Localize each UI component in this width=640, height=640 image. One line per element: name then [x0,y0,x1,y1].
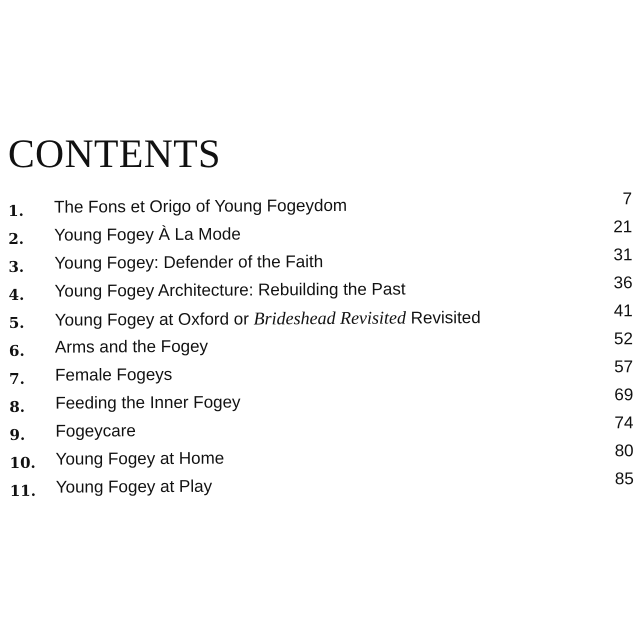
chapter-number: 7. [9,369,25,388]
chapter-number: 11. [9,481,36,500]
chapter-number: 5. [8,313,25,332]
toc-entry [0,244,640,276]
page-number: 36 [613,273,633,293]
chapter-number: 10. [9,453,36,472]
page-number: 57 [614,357,634,377]
toc-entry [1,272,640,304]
page-number: 69 [614,385,634,405]
chapter-title: Young Fogey at Oxford or Brideshead Revisited Revisited [54,307,481,330]
page-number: 85 [614,469,634,489]
chapter-number: 4. [8,285,25,304]
toc-entry [1,356,640,388]
toc-entry [0,216,640,248]
chapter-title: Arms and the Fogey [54,336,209,357]
chapter-title: Young Fogey Architecture: Rebuilding the Past [54,279,406,301]
table-of-contents [0,188,640,512]
chapter-title: Young Fogey: Defender of the Faith [54,252,324,273]
chapter-title: The Fons et Origo of Young Fogeydom [54,195,348,217]
page-title: CONTENTS [8,131,221,176]
toc-entry [1,300,640,332]
toc-entry [1,384,640,416]
chapter-title: Female Fogeys [55,364,173,385]
page-number: 80 [614,441,634,461]
page-number: 31 [613,245,633,265]
chapter-number: 9. [9,425,26,444]
chapter-number: 3. [8,257,25,276]
toc-entry [1,412,640,444]
page-number: 41 [613,301,633,321]
chapter-number: 2. [8,229,25,248]
chapter-number: 8. [9,397,26,416]
chapter-number: 6. [8,341,25,360]
chapter-number: 1. [8,201,24,220]
toc-entry [0,188,640,220]
chapter-title: Young Fogey at Play [55,476,213,497]
page-number: 52 [613,329,633,349]
page-number: 74 [614,413,634,433]
toc-entry [2,468,640,500]
toc-entry [2,440,640,472]
chapter-title: Young Fogey at Home [55,448,225,469]
page-number: 21 [613,217,633,237]
page-number: 7 [622,189,633,209]
chapter-title: Fogeycare [55,421,136,441]
chapter-title: Feeding the Inner Fogey [55,392,241,413]
toc-entry [1,328,640,360]
chapter-title: Young Fogey À La Mode [54,224,241,245]
